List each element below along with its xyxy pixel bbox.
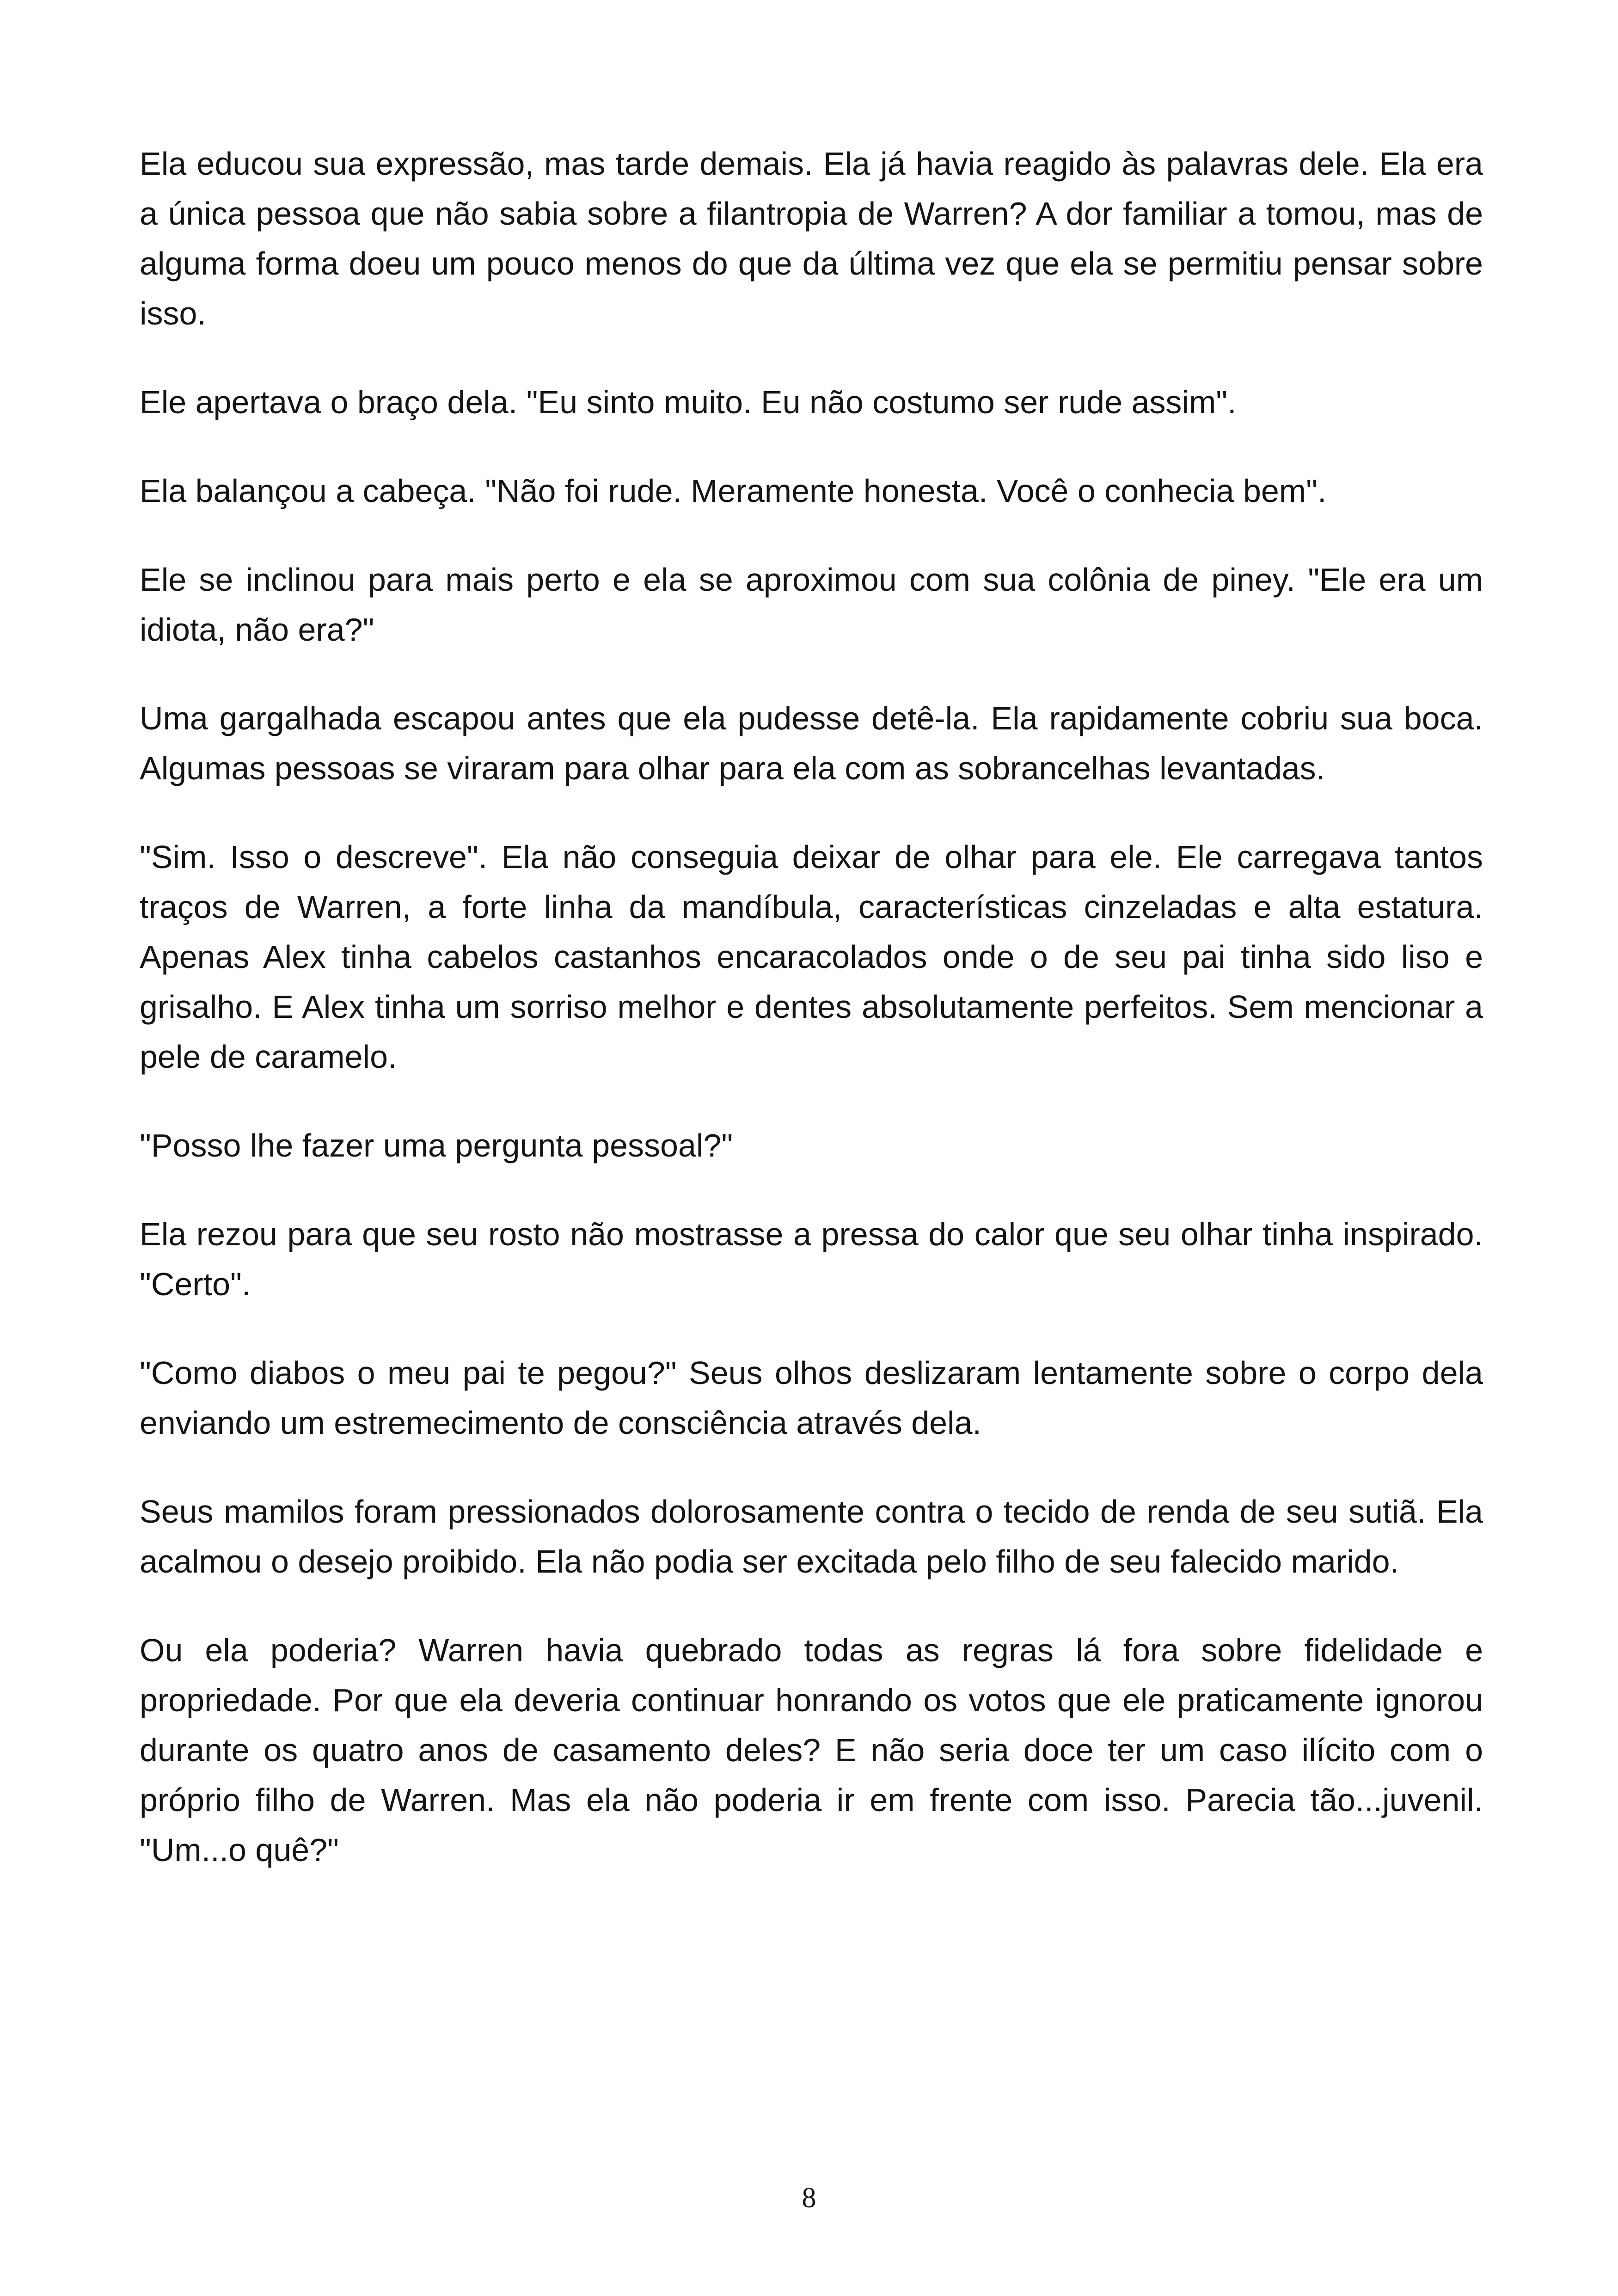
page-number: 8: [802, 2182, 816, 2214]
paragraph: "Como diabos o meu pai te pegou?" Seus olhos deslizaram lentamente sobre o corpo dela enviando um estremecimento de consciência através dela.: [140, 1355, 1483, 1441]
paragraph: "Posso lhe fazer uma pergunta pessoal?": [140, 1127, 733, 1163]
paragraph: "Sim. Isso o descreve". Ela não conseguia deixar de olhar para ele. Ele carregava tantos traços de Warren, a forte linha da mandíbula, características cinzeladas e alta estatura. Apenas Alex tinha cabelos castanhos encaracolados onde o de seu pai tinha sido liso e grisalho. E Alex tinha um sorriso melhor e dentes absolutamente perfeitos. Sem mencionar a pele de caramelo.: [140, 839, 1483, 1075]
paragraph: Ele se inclinou para mais perto e ela se aproximou com sua colônia de piney. "Ele era um idiota, não era?": [140, 562, 1483, 648]
paragraph: Ou ela poderia? Warren havia quebrado todas as regras lá fora sobre fidelidade e propriedade. Por que ela deveria continuar honrando os votos que ele praticamente ignorou durante os quatro anos de casamento deles? E não seria doce ter um caso ilícito com o próprio filho de Warren. Mas ela não poderia ir em frente com isso. Parecia tão...juvenil. "Um...o quê?": [140, 1632, 1483, 1868]
paragraph: Ela educou sua expressão, mas tarde demais. Ela já havia reagido às palavras dele. Ela era a única pessoa que não sabia sobre a filantropia de Warren? A dor familiar a tomou, mas de alguma forma doeu um pouco menos do que da última vez que ela se permitiu pensar sobre isso.: [140, 146, 1483, 331]
paragraph: Ele apertava o braço dela. "Eu sinto muito. Eu não costumo ser rude assim".: [140, 384, 1237, 420]
paragraph: Ela rezou para que seu rosto não mostrasse a pressa do calor que seu olhar tinha inspirado. "Certo".: [140, 1216, 1483, 1302]
paragraph: Uma gargalhada escapou antes que ela pudesse detê-la. Ela rapidamente cobriu sua boca. Algumas pessoas se viraram para olhar para ela com as sobrancelhas levantadas.: [140, 700, 1483, 786]
paragraph: Ela balançou a cabeça. "Não foi rude. Meramente honesta. Você o conhecia bem".: [140, 473, 1327, 509]
body-text: [140, 139, 1483, 1875]
paragraph: Seus mamilos foram pressionados dolorosamente contra o tecido de renda de seu sutiã. Ela acalmou o desejo proibido. Ela não podia ser excitada pelo filho de seu falecido marido.: [140, 1494, 1483, 1580]
